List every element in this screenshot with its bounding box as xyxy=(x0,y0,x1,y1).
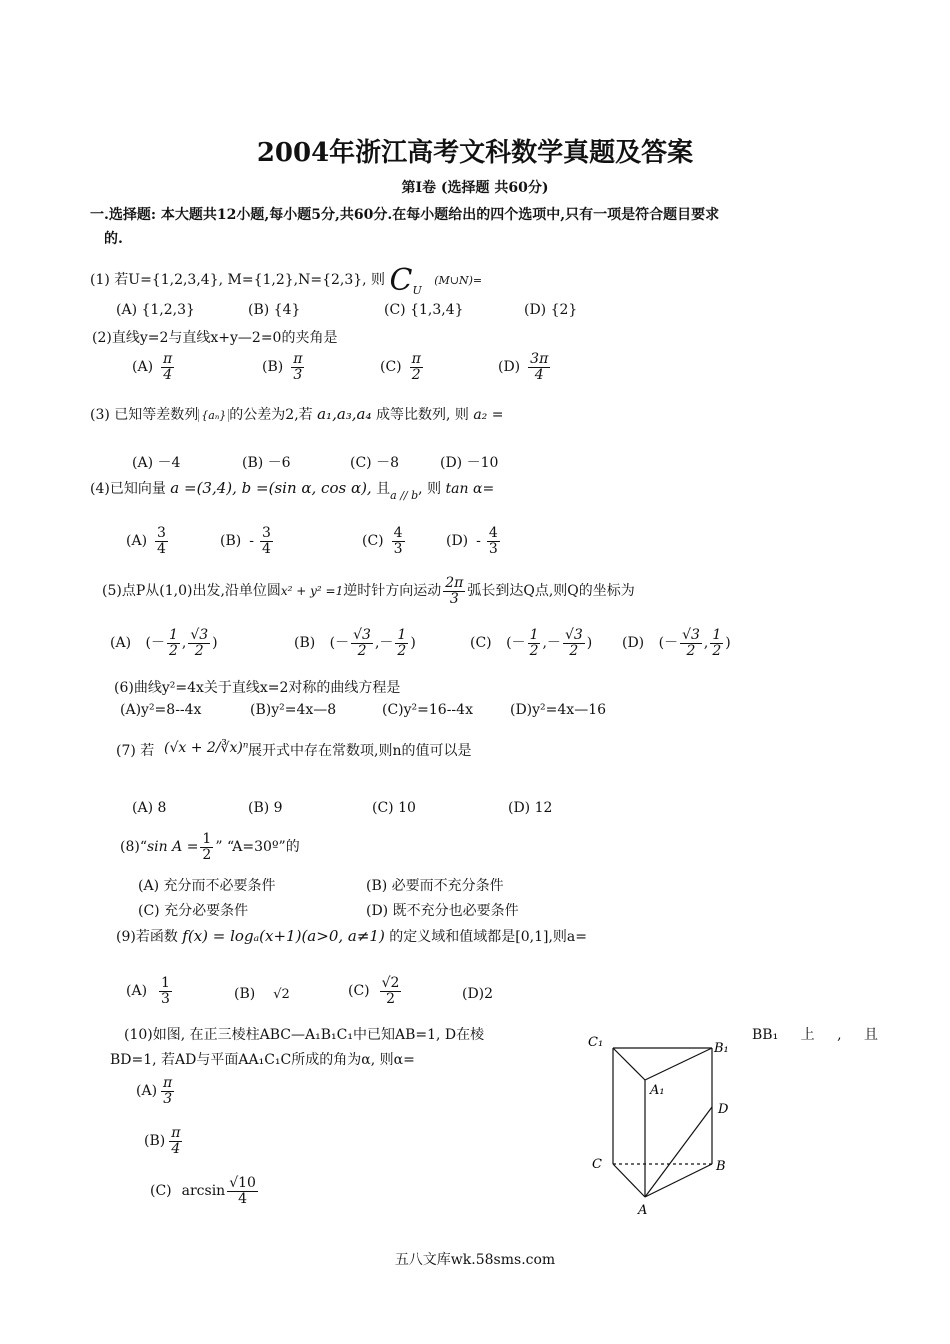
q5-d-xden: 2 xyxy=(686,642,696,659)
q9-stem-b: 的定义域和值域都是[0,1],则a= xyxy=(389,929,587,945)
q5-c-yden: 2 xyxy=(569,642,579,659)
q3-option-b: (B) －6 xyxy=(242,455,291,471)
q6-option-c: (C)y²=16--4x xyxy=(382,702,473,718)
edge-c1a1 xyxy=(613,1048,645,1080)
q10-line2: BD=1, 若AD与平面AA₁C₁C所成的角为α, 则α= xyxy=(110,1052,415,1068)
q3-stem-a: (3) 已知等差数列 xyxy=(90,407,199,423)
label-d: D xyxy=(718,1102,729,1117)
q10-option-b xyxy=(144,1126,184,1156)
q5-b-yden: 2 xyxy=(397,642,407,659)
question-1 xyxy=(90,263,482,298)
q8-den: 2 xyxy=(202,846,212,863)
q9-stem-a: (9)若函数 xyxy=(116,929,178,945)
q4-stem-c: , 则 xyxy=(418,481,442,497)
q8-expr: sin A = xyxy=(147,839,199,856)
q2-option-d xyxy=(498,352,552,382)
q4-a-num: 3 xyxy=(157,525,166,541)
edge-ba xyxy=(645,1164,712,1197)
q2-d-den: 4 xyxy=(534,366,544,383)
q7-option-c: (C) 10 xyxy=(372,800,416,816)
page-footer: 五八文库wk.58sms.com xyxy=(394,1252,556,1268)
q4-eq: = xyxy=(482,481,495,497)
q10-line1-b: BB₁ 上 , 且 xyxy=(752,1027,878,1043)
q5-d-yden: 2 xyxy=(712,642,722,659)
q5-option-c: (C) (－ $\frac{1}{2}$ ,－ $\frac{√3}{2}$ ) xyxy=(470,627,593,659)
question-3 xyxy=(90,404,503,424)
q3-target: a₂ xyxy=(473,407,488,423)
section-heading-line1: 一.选择题: 本大题共12小题,每小题5分,共60分.在每小题给出的四个选项中,只有一项是符合题目要求 xyxy=(90,207,720,223)
q8-stem-b: ” “A=30º”的 xyxy=(215,839,300,856)
label-c: C xyxy=(592,1157,602,1172)
q6-option-d: (D)y²=4x—16 xyxy=(510,702,607,718)
label-a: A xyxy=(638,1203,648,1218)
q10-b-den: 4 xyxy=(171,1140,181,1157)
q5-b-ysign: ,－ xyxy=(374,635,394,652)
q4-label-a: (A) xyxy=(126,533,148,550)
q7-option-a: (A) 8 xyxy=(132,800,167,816)
q1-stem: (1) 若U={1,2,3,4}, M={1,2},N={2,3}, 则 xyxy=(90,272,386,288)
q9-a-den: 3 xyxy=(161,990,170,1007)
q9-label-a: (A) xyxy=(126,983,148,1000)
q9-option-d: (D)2 xyxy=(462,986,494,1002)
q5-circle: x² + y² =1 xyxy=(280,584,344,599)
q4-option-b xyxy=(220,526,275,556)
q4-sign-b: - xyxy=(249,533,254,550)
q5-a-yden: 2 xyxy=(194,642,204,659)
q2-b-num: π xyxy=(293,351,303,367)
q4-vectors: a =(3,4), b =(sin α, cos α), xyxy=(170,479,372,497)
q5-d-ysign: , xyxy=(703,635,709,652)
q9-c-num: √2 xyxy=(381,975,400,991)
q2-c-num: π xyxy=(411,351,421,367)
q7-option-d: (D) 12 xyxy=(508,800,553,816)
q4-d-num: 4 xyxy=(488,525,498,541)
q5-label-d: (D) xyxy=(622,635,645,652)
q5-a-ysign: , xyxy=(181,635,187,652)
q4-c-num: 4 xyxy=(393,525,403,541)
q5-option-d: (D) (－ $\frac{√3}{2}$ , $\frac{1}{2}$ ) xyxy=(622,627,731,659)
q1-option-b: (B) {4} xyxy=(248,302,301,318)
q4-label-d: (D) xyxy=(446,533,469,550)
q5-a-xsign: (－ xyxy=(145,635,165,652)
q4-target: tan α xyxy=(445,481,483,497)
question-5 xyxy=(102,576,635,606)
label-c1: C₁ xyxy=(588,1035,604,1050)
q5-c-ynum: √3 xyxy=(564,627,583,643)
q10-option-a xyxy=(136,1076,176,1106)
q4-option-a xyxy=(126,526,170,556)
edge-ca xyxy=(613,1164,645,1197)
q5-c-xnum: 1 xyxy=(529,627,539,643)
q2-stem: (2)直线y=2与直线x+y—2=0的夹角是 xyxy=(92,330,338,346)
segment-ad xyxy=(645,1107,712,1197)
label-a1: A₁ xyxy=(650,1083,665,1098)
q5-label-b: (B) xyxy=(294,635,316,652)
q8-num: 1 xyxy=(202,831,212,847)
q2-label-c: (C) xyxy=(380,359,402,376)
q3-terms: a₁,a₃,a₄ xyxy=(317,405,372,423)
q5-b-xden: 2 xyxy=(357,642,367,659)
question-9 xyxy=(116,926,587,946)
q2-b-den: 3 xyxy=(293,366,303,383)
q2-option-a xyxy=(132,352,176,382)
q7-expr: (√x + 2/∛x)ⁿ xyxy=(164,740,249,756)
complement-sub: U xyxy=(412,284,422,297)
q2-d-num: 3π xyxy=(530,351,549,367)
section-heading-line2: 的. xyxy=(104,231,123,247)
q6-option-a: (A)y²=8--4x xyxy=(120,702,202,718)
q5-arc-num: 2π xyxy=(445,575,464,591)
q8-option-a: (A) 充分而不必要条件 xyxy=(138,878,276,894)
q10-c-num: √10 xyxy=(229,1175,256,1191)
q4-label-c: (C) xyxy=(362,533,384,550)
q5-stem-b: 逆时针方向运动 xyxy=(343,583,442,600)
q3-option-a: (A) －4 xyxy=(132,455,181,471)
q3-seq: {aₙ} xyxy=(198,409,229,422)
q4-c-den: 3 xyxy=(393,540,403,557)
q4-option-c xyxy=(362,526,407,556)
q10-b-num: π xyxy=(171,1125,181,1141)
q8-option-b: (B) 必要而不充分条件 xyxy=(366,878,504,894)
q10-c-fn: arcsin xyxy=(181,1183,226,1200)
q2-c-den: 2 xyxy=(411,366,421,383)
q1-tail: (M∪N)= xyxy=(434,274,483,287)
q9-c-den: 2 xyxy=(386,990,396,1007)
q9-option-b xyxy=(234,986,290,1002)
q2-a-den: 4 xyxy=(163,366,173,383)
section-subtitle: 第Ⅰ卷 (选择题 共60分) xyxy=(401,180,549,196)
q4-sign-d: - xyxy=(476,533,481,550)
q5-d-ynum: 1 xyxy=(712,627,722,643)
q10-a-num: π xyxy=(163,1075,173,1091)
q5-d-xsign: (－ xyxy=(658,635,679,652)
q2-option-c xyxy=(380,352,425,382)
q5-label-c: (C) xyxy=(470,635,492,652)
q4-b-den: 4 xyxy=(261,540,271,557)
q1-option-d: (D) {2} xyxy=(524,302,578,318)
q4-a-den: 4 xyxy=(157,540,166,557)
q7-option-b: (B) 9 xyxy=(248,800,283,816)
complement-symbol: C xyxy=(389,263,413,298)
page-title: 2004年浙江高考文科数学真题及答案 xyxy=(256,138,694,168)
q3-option-c: (C) －8 xyxy=(350,455,399,471)
q5-stem-c: 弧长到达Q点,则Q的坐标为 xyxy=(467,583,635,600)
q1-option-c: (C) {1,3,4} xyxy=(384,302,464,318)
q2-label-b: (B) xyxy=(262,359,284,376)
q4-parallel: a // b xyxy=(390,489,419,502)
q8-stem-a: (8)“ xyxy=(120,839,147,856)
q4-stem-b: 且 xyxy=(376,481,391,497)
q10-a-den: 3 xyxy=(163,1090,173,1107)
q6-stem: (6)曲线y²=4x关于直线x=2对称的曲线方程是 xyxy=(114,680,401,696)
q5-a-xnum: 1 xyxy=(168,627,178,643)
q5-c-ysign: ,－ xyxy=(542,635,561,652)
q5-label-a: (A) xyxy=(110,635,132,652)
q5-b-xsign: (－ xyxy=(329,635,350,652)
q10-label-c: (C) xyxy=(150,1183,172,1200)
q5-c-xden: 2 xyxy=(529,642,539,659)
q7-stem-a: (7) 若 xyxy=(116,743,155,759)
q4-stem-a: (4)已知向量 xyxy=(90,481,166,497)
q9-label-c: (C) xyxy=(348,983,370,1000)
q3-stem-c: 成等比数列, 则 xyxy=(375,407,469,423)
q9-option-a xyxy=(126,976,174,1006)
q10-label-a: (A) xyxy=(136,1083,158,1100)
q8-option-d: (D) 既不充分也必要条件 xyxy=(366,903,519,919)
q2-option-b xyxy=(262,352,306,382)
q9-option-c xyxy=(348,976,403,1006)
q8-option-c: (C) 充分必要条件 xyxy=(138,903,249,919)
q9-label-b: (B) xyxy=(234,986,256,1002)
label-b: B xyxy=(716,1159,726,1174)
q3-stem-b: 的公差为2,若 xyxy=(229,407,313,423)
q6-option-b: (B)y²=4x—8 xyxy=(250,702,337,718)
q4-label-b: (B) xyxy=(220,533,242,550)
prism-figure xyxy=(580,1030,760,1220)
q5-b-ynum: 1 xyxy=(397,627,407,643)
q9-b-value: √2 xyxy=(273,987,290,1002)
q5-b-xnum: √3 xyxy=(353,627,371,643)
q10-option-c xyxy=(150,1176,260,1206)
q1-option-a: (A) {1,2,3} xyxy=(116,302,195,318)
q5-d-xnum: √3 xyxy=(682,627,700,643)
q9-func: f(x) = logₐ(x+1)(a>0, a≠1) xyxy=(182,927,385,945)
q3-eq: = xyxy=(491,407,504,423)
q5-a-xden: 2 xyxy=(168,642,178,659)
q5-arc-den: 3 xyxy=(449,590,459,607)
q4-option-d xyxy=(446,526,502,556)
edge-b1a1 xyxy=(645,1048,712,1080)
q10-label-b: (B) xyxy=(144,1133,166,1150)
q3-option-d: (D) －10 xyxy=(440,455,499,471)
question-4 xyxy=(90,478,494,502)
q5-option-b: (B) (－ $\frac{√3}{2}$ ,－ $\frac{1}{2}$ ) xyxy=(294,627,416,659)
q5-stem-a: (5)点P从(1,0)出发,沿单位圆 xyxy=(102,583,281,600)
q4-b-num: 3 xyxy=(261,525,271,541)
q9-a-num: 1 xyxy=(161,975,170,991)
q10-c-den: 4 xyxy=(238,1190,248,1207)
q7-stem-b: 展开式中存在常数项,则n的值可以是 xyxy=(248,743,472,759)
q5-option-a: (A) (－ $\frac{1}{2}$ , $\frac{√3}{2}$ ) xyxy=(110,627,218,659)
label-b1: B₁ xyxy=(714,1041,729,1056)
q5-c-xsign: (－ xyxy=(506,635,526,652)
q4-d-den: 3 xyxy=(488,540,498,557)
q2-a-num: π xyxy=(163,351,173,367)
question-8 xyxy=(120,832,300,862)
q2-label-d: (D) xyxy=(498,359,521,376)
q10-line1-a: (10)如图, 在正三棱柱ABC—A₁B₁C₁中已知AB=1, D在棱 xyxy=(124,1027,485,1043)
q2-label-a: (A) xyxy=(132,359,154,376)
q5-a-ynum: √3 xyxy=(190,627,209,643)
